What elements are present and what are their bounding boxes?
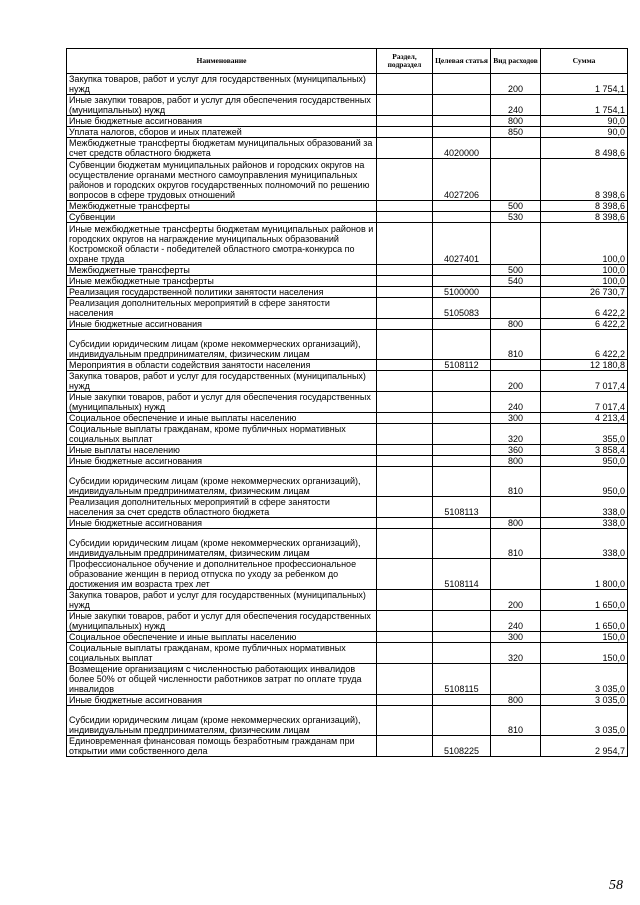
table-row	[67, 456, 628, 467]
row-section	[377, 201, 433, 212]
row-section	[377, 664, 433, 695]
table-row	[67, 276, 628, 287]
row-kind: 240	[491, 392, 541, 413]
row-name: Закупка товаров, работ и услуг для государственных (муниципальных) нужд	[67, 371, 377, 392]
row-article	[433, 467, 491, 497]
row-article	[433, 456, 491, 467]
row-section	[377, 736, 433, 757]
row-kind	[491, 287, 541, 298]
row-name: Иные межбюджетные трансферты	[67, 276, 377, 287]
row-article	[433, 116, 491, 127]
table-row	[67, 95, 628, 116]
table-row	[67, 611, 628, 632]
row-article	[433, 371, 491, 392]
row-article	[433, 695, 491, 706]
row-sum: 8 398,6	[541, 159, 628, 201]
row-kind	[491, 138, 541, 159]
row-article: 4027206	[433, 159, 491, 201]
row-kind: 500	[491, 201, 541, 212]
row-kind: 800	[491, 456, 541, 467]
row-name: Социальные выплаты гражданам, кроме публичных нормативных социальных выплат	[67, 424, 377, 445]
row-name: Субвенции бюджетам муниципальных районов и городских округов на осуществление органами местного самоуправления муниципальных районов и городских округов государственных полномочий по решению вопросов в сфере трудовых отношений	[67, 159, 377, 201]
row-kind: 200	[491, 371, 541, 392]
table-row	[67, 706, 628, 736]
row-sum: 8 398,6	[541, 201, 628, 212]
table-row	[67, 212, 628, 223]
table-row	[67, 413, 628, 424]
row-name: Иные бюджетные ассигнования	[67, 456, 377, 467]
row-sum: 2 954,7	[541, 736, 628, 757]
row-article	[433, 413, 491, 424]
table-row	[67, 467, 628, 497]
row-sum: 8 498,6	[541, 138, 628, 159]
row-article	[433, 611, 491, 632]
row-sum: 1 800,0	[541, 559, 628, 590]
row-article	[433, 518, 491, 529]
row-sum: 338,0	[541, 497, 628, 518]
row-name: Иные бюджетные ассигнования	[67, 518, 377, 529]
table-row	[67, 529, 628, 559]
table-row	[67, 138, 628, 159]
row-article	[433, 330, 491, 360]
row-sum: 1 754,1	[541, 95, 628, 116]
row-name: Субвенции	[67, 212, 377, 223]
page-number: 58	[609, 878, 623, 893]
row-section	[377, 559, 433, 590]
header-sum: Сумма	[541, 49, 628, 74]
row-sum: 12 180,8	[541, 360, 628, 371]
row-sum: 355,0	[541, 424, 628, 445]
row-section	[377, 392, 433, 413]
row-kind: 240	[491, 611, 541, 632]
row-section	[377, 95, 433, 116]
row-name: Возмещение организациям с численностью работающих инвалидов более 50% от общей численности работников затрат по оплате труда инвалидов	[67, 664, 377, 695]
row-name: Единовременная финансовая помощь безработным гражданам при открытии ими собственного дела	[67, 736, 377, 757]
table-row	[67, 559, 628, 590]
table-row	[67, 127, 628, 138]
row-kind: 810	[491, 706, 541, 736]
table-row	[67, 330, 628, 360]
row-sum: 338,0	[541, 529, 628, 559]
row-article	[433, 590, 491, 611]
row-article	[433, 632, 491, 643]
row-kind	[491, 664, 541, 695]
row-sum: 6 422,2	[541, 298, 628, 319]
row-kind: 320	[491, 643, 541, 664]
row-article	[433, 127, 491, 138]
row-sum: 3 035,0	[541, 706, 628, 736]
row-kind: 240	[491, 95, 541, 116]
row-article: 5108115	[433, 664, 491, 695]
row-kind	[491, 360, 541, 371]
row-article: 5108112	[433, 360, 491, 371]
row-sum: 3 035,0	[541, 695, 628, 706]
row-kind: 810	[491, 467, 541, 497]
row-sum: 338,0	[541, 518, 628, 529]
row-section	[377, 276, 433, 287]
row-sum: 8 398,6	[541, 212, 628, 223]
table-row	[67, 74, 628, 95]
table-row	[67, 392, 628, 413]
table-row	[67, 445, 628, 456]
row-sum: 3 035,0	[541, 664, 628, 695]
row-name: Иные бюджетные ассигнования	[67, 116, 377, 127]
row-article	[433, 276, 491, 287]
row-kind: 800	[491, 695, 541, 706]
row-article	[433, 265, 491, 276]
row-name: Иные межбюджетные трансферты бюджетам муниципальных районов и городских округов на награждение муниципальных образований Костромской области - победителей областного смотра-конкурса по охране труда	[67, 223, 377, 265]
row-kind: 800	[491, 518, 541, 529]
budget-table	[66, 48, 628, 757]
row-article	[433, 201, 491, 212]
row-kind: 850	[491, 127, 541, 138]
table-row	[67, 497, 628, 518]
row-article: 5108225	[433, 736, 491, 757]
row-sum: 4 213,4	[541, 413, 628, 424]
row-article	[433, 212, 491, 223]
row-kind: 800	[491, 116, 541, 127]
row-section	[377, 529, 433, 559]
row-article: 4027401	[433, 223, 491, 265]
row-sum: 100,0	[541, 276, 628, 287]
table-row	[67, 518, 628, 529]
row-kind: 810	[491, 330, 541, 360]
row-sum: 6 422,2	[541, 319, 628, 330]
row-section	[377, 159, 433, 201]
row-name: Закупка товаров, работ и услуг для государственных (муниципальных) нужд	[67, 74, 377, 95]
row-kind	[491, 159, 541, 201]
row-kind: 200	[491, 590, 541, 611]
row-name: Субсидии юридическим лицам (кроме некоммерческих организаций), индивидуальным предпринимателям, физическим лицам	[67, 706, 377, 736]
row-kind: 800	[491, 319, 541, 330]
row-name: Социальное обеспечение и иные выплаты населению	[67, 413, 377, 424]
row-name: Субсидии юридическим лицам (кроме некоммерческих организаций), индивидуальным предпринимателям, физическим лицам	[67, 529, 377, 559]
row-name: Иные закупки товаров, работ и услуг для обеспечения государственных (муниципальных) нужд	[67, 392, 377, 413]
header-section: Раздел, подраздел	[377, 49, 433, 74]
row-kind	[491, 298, 541, 319]
row-name: Социальное обеспечение и иные выплаты населению	[67, 632, 377, 643]
row-name: Уплата налогов, сборов и иных платежей	[67, 127, 377, 138]
row-article: 4020000	[433, 138, 491, 159]
row-sum: 1 650,0	[541, 611, 628, 632]
row-article	[433, 424, 491, 445]
table-row	[67, 298, 628, 319]
row-sum: 3 858,4	[541, 445, 628, 456]
row-sum: 100,0	[541, 265, 628, 276]
row-sum: 7 017,4	[541, 371, 628, 392]
row-kind: 300	[491, 632, 541, 643]
row-article	[433, 319, 491, 330]
row-section	[377, 706, 433, 736]
row-name: Иные бюджетные ассигнования	[67, 695, 377, 706]
row-section	[377, 287, 433, 298]
row-sum: 6 422,2	[541, 330, 628, 360]
row-name: Субсидии юридическим лицам (кроме некоммерческих организаций), индивидуальным предпринимателям, физическим лицам	[67, 467, 377, 497]
row-section	[377, 611, 433, 632]
row-name: Реализация дополнительных мероприятий в сфере занятости населения за счет средств областного бюджета	[67, 497, 377, 518]
header-article: Целевая статья	[433, 49, 491, 74]
row-kind: 810	[491, 529, 541, 559]
table-row	[67, 223, 628, 265]
row-section	[377, 695, 433, 706]
row-article: 5108113	[433, 497, 491, 518]
table-row	[67, 360, 628, 371]
table-row	[67, 371, 628, 392]
row-sum: 90,0	[541, 127, 628, 138]
table-row	[67, 643, 628, 664]
table-body	[67, 74, 628, 757]
table-row	[67, 424, 628, 445]
row-section	[377, 330, 433, 360]
row-name: Иные бюджетные ассигнования	[67, 319, 377, 330]
row-article	[433, 95, 491, 116]
row-section	[377, 298, 433, 319]
row-section	[377, 467, 433, 497]
row-name: Межбюджетные трансферты	[67, 201, 377, 212]
table-row	[67, 590, 628, 611]
row-name: Реализация государственной политики занятости населения	[67, 287, 377, 298]
table-row	[67, 265, 628, 276]
row-sum: 150,0	[541, 632, 628, 643]
row-sum: 150,0	[541, 643, 628, 664]
row-name: Профессиональное обучение и дополнительное профессиональное образование женщин в период отпуска по уходу за ребенком до достижения им возраста трех лет	[67, 559, 377, 590]
row-article	[433, 445, 491, 456]
row-section	[377, 590, 433, 611]
row-kind	[491, 223, 541, 265]
row-section	[377, 445, 433, 456]
row-kind: 300	[491, 413, 541, 424]
row-name: Мероприятия в области содействия занятости населения	[67, 360, 377, 371]
row-article: 5100000	[433, 287, 491, 298]
row-name: Межбюджетные трансферты	[67, 265, 377, 276]
row-kind: 530	[491, 212, 541, 223]
row-name: Иные выплаты населению	[67, 445, 377, 456]
row-kind	[491, 736, 541, 757]
row-article	[433, 74, 491, 95]
row-section	[377, 138, 433, 159]
table-row	[67, 736, 628, 757]
row-name: Реализация дополнительных мероприятий в сфере занятости населения	[67, 298, 377, 319]
row-section	[377, 127, 433, 138]
row-article	[433, 392, 491, 413]
row-sum: 1 650,0	[541, 590, 628, 611]
row-name: Межбюджетные трансферты бюджетам муниципальных образований за счет средств областного бюджета	[67, 138, 377, 159]
row-sum: 26 730,7	[541, 287, 628, 298]
row-name: Закупка товаров, работ и услуг для государственных (муниципальных) нужд	[67, 590, 377, 611]
row-kind	[491, 497, 541, 518]
row-section	[377, 116, 433, 127]
row-section	[377, 212, 433, 223]
row-name: Социальные выплаты гражданам, кроме публичных нормативных социальных выплат	[67, 643, 377, 664]
row-article: 5105083	[433, 298, 491, 319]
row-section	[377, 265, 433, 276]
row-kind	[491, 559, 541, 590]
row-section	[377, 632, 433, 643]
row-sum: 950,0	[541, 467, 628, 497]
row-section	[377, 456, 433, 467]
row-section	[377, 497, 433, 518]
row-sum: 1 754,1	[541, 74, 628, 95]
row-name: Субсидии юридическим лицам (кроме некоммерческих организаций), индивидуальным предпринимателям, физическим лицам	[67, 330, 377, 360]
row-sum: 950,0	[541, 456, 628, 467]
row-section	[377, 643, 433, 664]
row-article	[433, 643, 491, 664]
row-section	[377, 319, 433, 330]
row-section	[377, 360, 433, 371]
header-name: Наименование	[67, 49, 377, 74]
row-article	[433, 706, 491, 736]
table-row	[67, 319, 628, 330]
table-row	[67, 116, 628, 127]
row-section	[377, 371, 433, 392]
row-section	[377, 518, 433, 529]
table-header-row	[67, 49, 628, 74]
table-row	[67, 632, 628, 643]
table-row	[67, 159, 628, 201]
table-row	[67, 287, 628, 298]
row-name: Иные закупки товаров, работ и услуг для обеспечения государственных (муниципальных) нужд	[67, 611, 377, 632]
row-article	[433, 529, 491, 559]
row-sum: 100,0	[541, 223, 628, 265]
row-kind: 320	[491, 424, 541, 445]
row-section	[377, 424, 433, 445]
row-section	[377, 413, 433, 424]
row-name: Иные закупки товаров, работ и услуг для обеспечения государственных (муниципальных) нужд	[67, 95, 377, 116]
row-article: 5108114	[433, 559, 491, 590]
row-kind: 360	[491, 445, 541, 456]
row-kind: 500	[491, 265, 541, 276]
row-sum: 90,0	[541, 116, 628, 127]
row-section	[377, 74, 433, 95]
row-section	[377, 223, 433, 265]
table-row	[67, 664, 628, 695]
header-kind: Вид расходов	[491, 49, 541, 74]
row-kind: 540	[491, 276, 541, 287]
row-sum: 7 017,4	[541, 392, 628, 413]
row-kind: 200	[491, 74, 541, 95]
table-row	[67, 201, 628, 212]
table-row	[67, 695, 628, 706]
